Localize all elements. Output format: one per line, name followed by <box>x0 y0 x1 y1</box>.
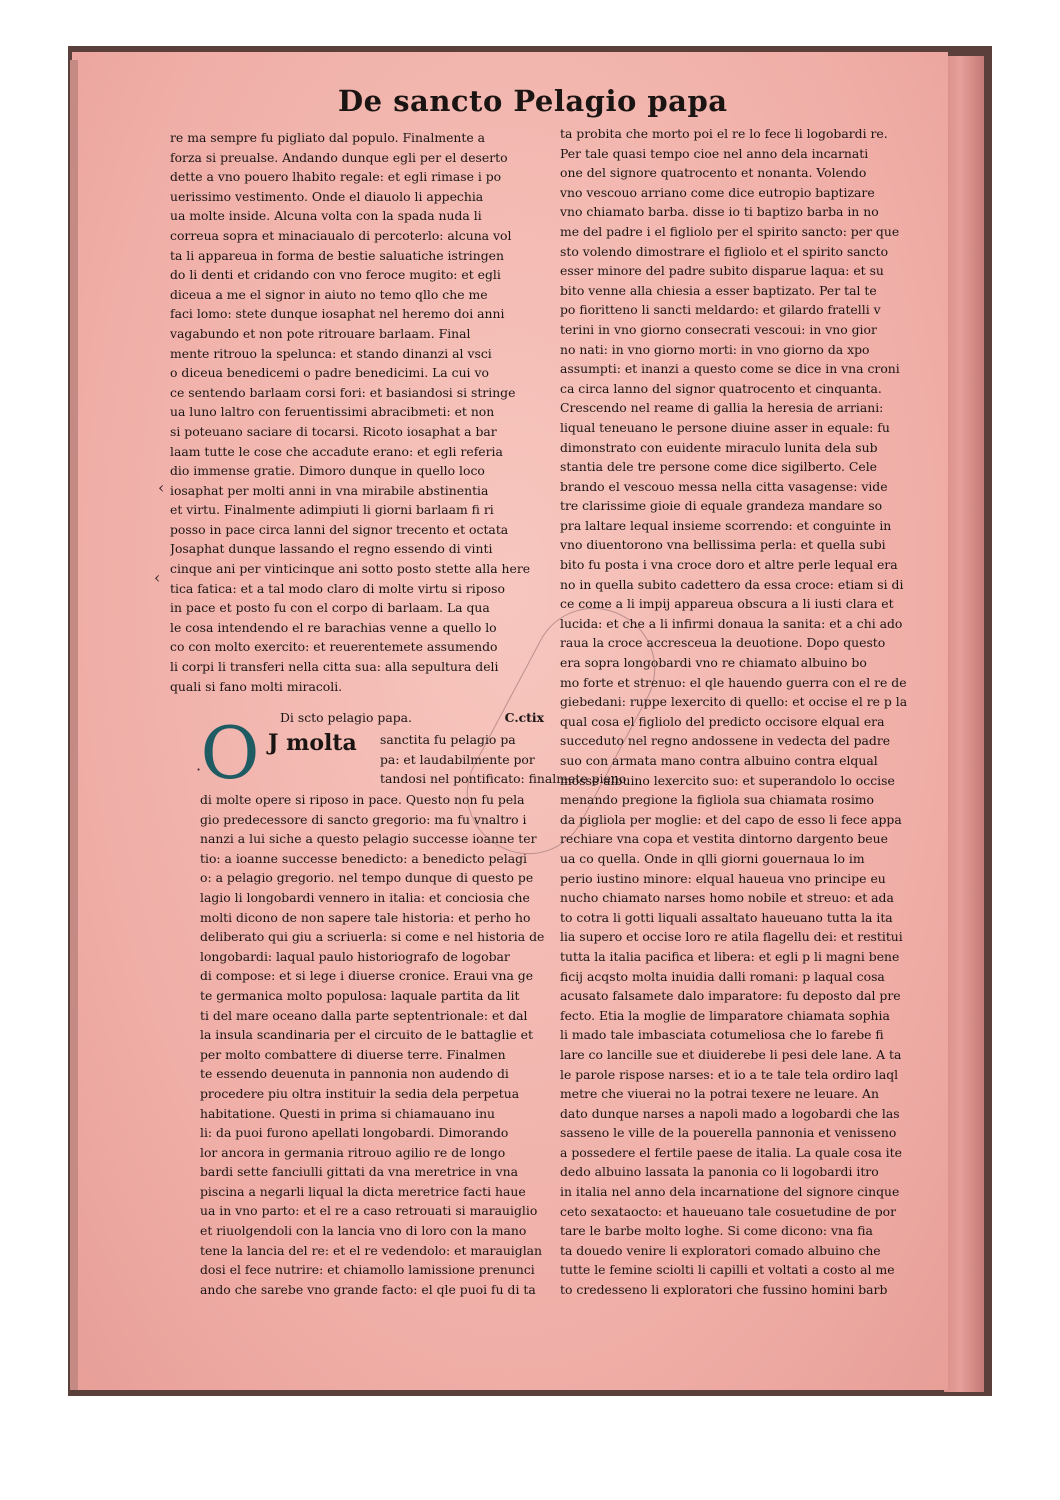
text-line: qual cosa el figliolo del predicto occisore elqual era <box>560 713 885 729</box>
text-line: co con molto exercito: et reuerentemete assumendo <box>170 639 498 655</box>
text-line: tandosi nel pontificato: finalmete pieno <box>380 771 627 787</box>
binding-edge <box>70 60 78 1390</box>
text-line: et virtu. Finalmente adimpiuti li giorni barlaam fi ri <box>170 502 494 518</box>
page-title: De sancto Pelagio papa <box>338 84 728 118</box>
text-line: perio iustino minore: elqual haueua vno principe eu <box>560 870 886 886</box>
text-line: per molto combattere di diuerse terre. Finalmen <box>200 1046 506 1062</box>
text-line: rechiare vna copa et vestita dintorno dargento beue <box>560 831 888 847</box>
text-line: no nati: in vno giorno morti: in vno giorno da xpo <box>560 341 870 357</box>
text-line: ce sentendo barlaam corsi fori: et basiandosi si stringe <box>170 384 516 400</box>
chapter-number: C.ctix <box>504 710 544 725</box>
text-line: correua sopra et minaciaualo di percoterlo: alcuna vol <box>170 227 512 243</box>
text-line: ce come a li impij appareua obscura a li iusti clara et <box>560 596 894 612</box>
text-line: brando el vescouo messa nella citta vasagense: vide <box>560 478 888 494</box>
text-line: ceto sexataocto: et haueuano tale cosuetudine de por <box>560 1203 897 1219</box>
text-line: mosse albuino lexercito suo: et superandolo lo occise <box>560 772 895 788</box>
text-line: succeduto nel regno andossene in vedecta del padre <box>560 733 891 749</box>
text-line: one del signore quatrocento et nonanta. Volendo <box>560 165 867 181</box>
text-line: molti dicono de non sapere tale historia: et perho ho <box>200 909 531 925</box>
text-line: si poteuano saciare di tocarsi. Ricoto iosaphat a bar <box>170 423 497 439</box>
text-line: stantia dele tre persone come dice sigilberto. Cele <box>560 459 878 475</box>
text-line: iosaphat per molti anni in vna mirabile abstinentia <box>170 482 489 498</box>
text-line: mo forte et strenuo: el qle hauendo guerra con el re de <box>560 674 907 690</box>
text-line: era sopra longobardi vno re chiamato albuino bo <box>560 655 867 671</box>
text-line: ti del mare oceano dalla parte septentrionale: et dal <box>200 1007 528 1023</box>
text-line: ta douedo venire li exploratori comado albuino che <box>560 1242 881 1258</box>
text-line: lucida: et che a li infirmi donaua la sanita: et a chi ado <box>560 615 903 631</box>
text-line: ua luno laltro con feruentissimi abracibmeti: et non <box>170 404 495 420</box>
text-line: lagio li longobardi vennero in italia: et conciosia che <box>200 889 530 905</box>
text-line: le cosa intendendo el re barachias venne a quello lo <box>170 619 497 635</box>
text-line: quali si fano molti miracoli. <box>170 678 343 694</box>
text-line: no in quella subito cadettero da essa croce: etiam si di <box>560 576 904 592</box>
text-line: tare le barbe molto loghe. Si come dicono: vna fia <box>560 1223 873 1239</box>
text-line: nanzi a lui siche a questo pelagio successe ioanne ter <box>200 831 537 847</box>
text-line: vno diuentorono vna bellissima perla: et quella subi <box>560 537 886 553</box>
text-line: assumpti: et inanzi a questo come se dice in vna croni <box>560 361 900 377</box>
text-line: ua molte inside. Alcuna volta con la spada nuda li <box>170 208 482 224</box>
page-edge <box>944 56 984 1392</box>
text-line: liqual teneuano le persone diuine asser in equale: fu <box>560 419 890 435</box>
text-line: la insula scandinaria per el circuito de le battaglie et <box>200 1027 533 1043</box>
text-line: ua in vno parto: et el re a caso retrouati si marauiglio <box>200 1203 538 1219</box>
text-line: dimonstrato con euidente miraculo lunita dela sub <box>560 439 878 455</box>
text-line: sasseno le ville de la pouerella pannonia et venisseno <box>560 1125 897 1141</box>
text-line: ta probita che morto poi el re lo fece li logobardi re. <box>560 126 888 141</box>
text-line: dosi el fece nutrire: et chiamollo lamissione prenunci <box>200 1262 535 1278</box>
text-line: tene la lancia del re: et el re vedendolo: et marauiglan <box>200 1242 543 1258</box>
text-line: li mado tale imbasciata cotumeliosa che lo farebe fi <box>560 1027 884 1043</box>
text-line: bito fu posta i vna croce doro et altre perle lequal era <box>560 557 898 573</box>
text-line: tutte le femine sciolti li capilli et voltati a costo al me <box>560 1262 895 1278</box>
text-line: metre che viuerai no la potrai texere ne leuare. An <box>560 1086 879 1102</box>
opening-word: J molta <box>268 730 357 756</box>
left-column-bottom <box>200 790 570 1299</box>
text-line: te essendo deuenuta in pannonia non audendo di <box>200 1066 509 1082</box>
text-line: to credesseno li exploratori che fussino homini barb <box>560 1282 888 1298</box>
text-line: te germanica molto populosa: laquale partita da lit <box>200 987 520 1003</box>
text-line: vno vescouo arriano come dice eutropio baptizare <box>560 184 875 200</box>
text-line: uerissimo vestimento. Onde el diauolo li appechia <box>170 188 484 204</box>
text-line: bardi sette fanciulli gittati da vna meretrice in vna <box>200 1164 519 1180</box>
text-line: Per tale quasi tempo cioe nel anno dela incarnati <box>560 145 869 161</box>
text-line: dette a vno pouero lhabito regale: et egli rimase i po <box>170 169 502 185</box>
text-line: do li denti et cridando con vno feroce mugito: et egli <box>170 267 501 283</box>
text-line: Josaphat dunque lassando el regno essendo di vinti <box>170 541 493 557</box>
text-line: nucho chiamato narses homo nobile et streuo: et ada <box>560 890 894 906</box>
text-line: lia supero et occise loro re atila flagellu dei: et restitui <box>560 929 903 945</box>
text-line: re ma sempre fu pigliato dal populo. Finalmente a <box>170 130 486 145</box>
text-line: po fioritteno li sancti meldardo: et gilardo fratelli v <box>560 302 881 318</box>
text-line: Crescendo nel reame di gallia la heresia de arriani: <box>560 400 884 416</box>
text-line: piscina a negarli liqual la dicta meretrice facti haue <box>200 1183 526 1199</box>
text-line: suo con armata mano contra albuino contra elqual <box>560 753 878 768</box>
text-line: vagabundo et non pote ritrouare barlaam. Final <box>170 325 471 341</box>
text-line: bito venne alla chiesia a esser baptizato. Per tal te <box>560 282 877 298</box>
text-line: ua co quella. Onde in qlli giorni gouernaua lo im <box>560 850 865 866</box>
text-line: raua la croce accresceua la deuotione. Dopo questo <box>560 635 886 651</box>
text-line: pra laltare lequal insieme scorrendo: et conguinte in <box>560 517 892 533</box>
text-line: da pigliola per moglie: et del capo de esso li fece appa <box>560 811 902 827</box>
left-column-top <box>170 128 540 696</box>
text-line: gio predecessore di sancto gregorio: ma fu vnaltro i <box>200 811 527 827</box>
text-line: diceua a me el signor in aiuto no temo qllo che me <box>170 286 488 302</box>
text-line: menando pregione la figliola sua chiamata rosimo <box>560 792 875 808</box>
text-line: tutta la italia pacifica et libera: et egli p li magni bene <box>560 948 900 964</box>
text-line: li corpi li transferi nella citta sua: alla sepultura deli <box>170 659 499 675</box>
text-line: pa: et laudabilmente por <box>380 751 535 767</box>
text-line: le parole rispose narses: et io a te tale tela ordiro laql <box>560 1066 899 1082</box>
text-line: sto volendo dimostrare el figliolo et el spirito sancto <box>560 243 889 259</box>
decorated-initial: O <box>200 711 260 795</box>
text-line: in italia nel anno dela incarnatione del signore cinque <box>560 1184 900 1200</box>
text-line: di compose: et si lege i diuerse cronice. Eraui vna ge <box>200 968 534 984</box>
text-line: me del padre i el figliolo per el spirito sancto: per que <box>560 223 900 239</box>
text-line: li: da puoi furono apellati longobardi. Dimorando <box>200 1125 509 1141</box>
text-line: lor ancora in germania ritrouo agilio re de longo <box>200 1144 506 1160</box>
section-heading-text: Di scto pelagio papa. <box>280 710 412 725</box>
margin-mark: ‹ <box>154 568 161 587</box>
text-line: ando che sarebe vno grande facto: el qle puoi fu di ta <box>200 1281 536 1297</box>
text-line: posso in pace circa lanni del signor trecento et octata <box>170 521 509 537</box>
text-line: vno chiamato barba. disse io ti baptizo barba in no <box>560 204 879 220</box>
text-line: ta li appareua in forma de bestie saluatiche istringen <box>170 247 504 263</box>
text-line: tica fatica: et a tal modo claro di molte virtu si riposo <box>170 580 505 596</box>
text-line: a possedere el fertile paese de italia. La quale cosa ite <box>560 1144 902 1160</box>
text-line: faci lomo: stete dunque iosaphat nel heremo doi anni <box>170 306 505 322</box>
text-line: dio immense gratie. Dimoro dunque in quello loco <box>170 463 485 479</box>
margin-mark: · <box>196 760 202 779</box>
text-line: o: a pelagio gregorio. nel tempo dunque di questo pe <box>200 870 534 886</box>
text-line: deliberato qui giu a scriuerla: si come e nel historia de <box>200 929 545 945</box>
text-line: ca circa lanno del signor quatrocento et cinquanta. <box>560 380 882 396</box>
text-line: habitatione. Questi in prima si chiamauano inu <box>200 1105 496 1121</box>
text-line: lare co lancille sue et diuiderebe li pesi dele lane. A ta <box>560 1046 902 1062</box>
text-line: cinque ani per vinticinque ani sotto posto stette alla here <box>170 561 531 577</box>
text-line: esser minore del padre subito disparue laqua: et su <box>560 263 884 279</box>
text-line: laam tutte le cose che accadute erano: et egli referia <box>170 443 503 459</box>
text-line: sanctita fu pelagio pa <box>380 732 516 747</box>
margin-mark: ‹ <box>158 478 165 497</box>
text-line: tio: a ioanne successe benedicto: a benedicto pelagi <box>200 850 528 866</box>
text-line: o diceua benedicemi o padre benedicimi. La cui vo <box>170 365 489 381</box>
text-line: dato dunque narses a napoli mado a logobardi che las <box>560 1105 900 1121</box>
text-line: giebedani: ruppe lexercito di quello: et occise el re p la <box>560 694 908 710</box>
text-line: forza si preualse. Andando dunque egli per el deserto <box>170 149 508 165</box>
text-line: mente ritrouo la spelunca: et stando dinanzi al vsci <box>170 345 492 361</box>
text-line: dedo albuino lassata la panonia co li logobardi itro <box>560 1164 879 1180</box>
text-line: acusato falsamete dalo imparatore: fu deposto dal pre <box>560 988 901 1004</box>
text-line: procedere piu oltra instituir la sedia dela perpetua <box>200 1085 520 1101</box>
text-line: in pace et posto fu con el corpo di barlaam. La qua <box>170 600 490 616</box>
text-line: to cotra li gotti liquali assaltato haueuano tutta la ita <box>560 909 893 925</box>
text-line: tre clarissime gioie di equale grandeza mandare so <box>560 498 883 514</box>
text-line: et riuolgendoli con la lancia vno di loro con la mano <box>200 1223 527 1239</box>
text-line: ficij acqsto molta inuidia dalli romani: p laqual cosa <box>560 968 885 984</box>
text-line: di molte opere si riposo in pace. Questo non fu pela <box>200 792 525 807</box>
text-line: fecto. Etia la moglie de limparatore chiamata sophia <box>560 1007 890 1023</box>
text-line: longobardi: laqual paulo historiografo de logobar <box>200 948 510 964</box>
text-line: terini in vno giorno consecrati vescoui: in vno gior <box>560 321 877 337</box>
